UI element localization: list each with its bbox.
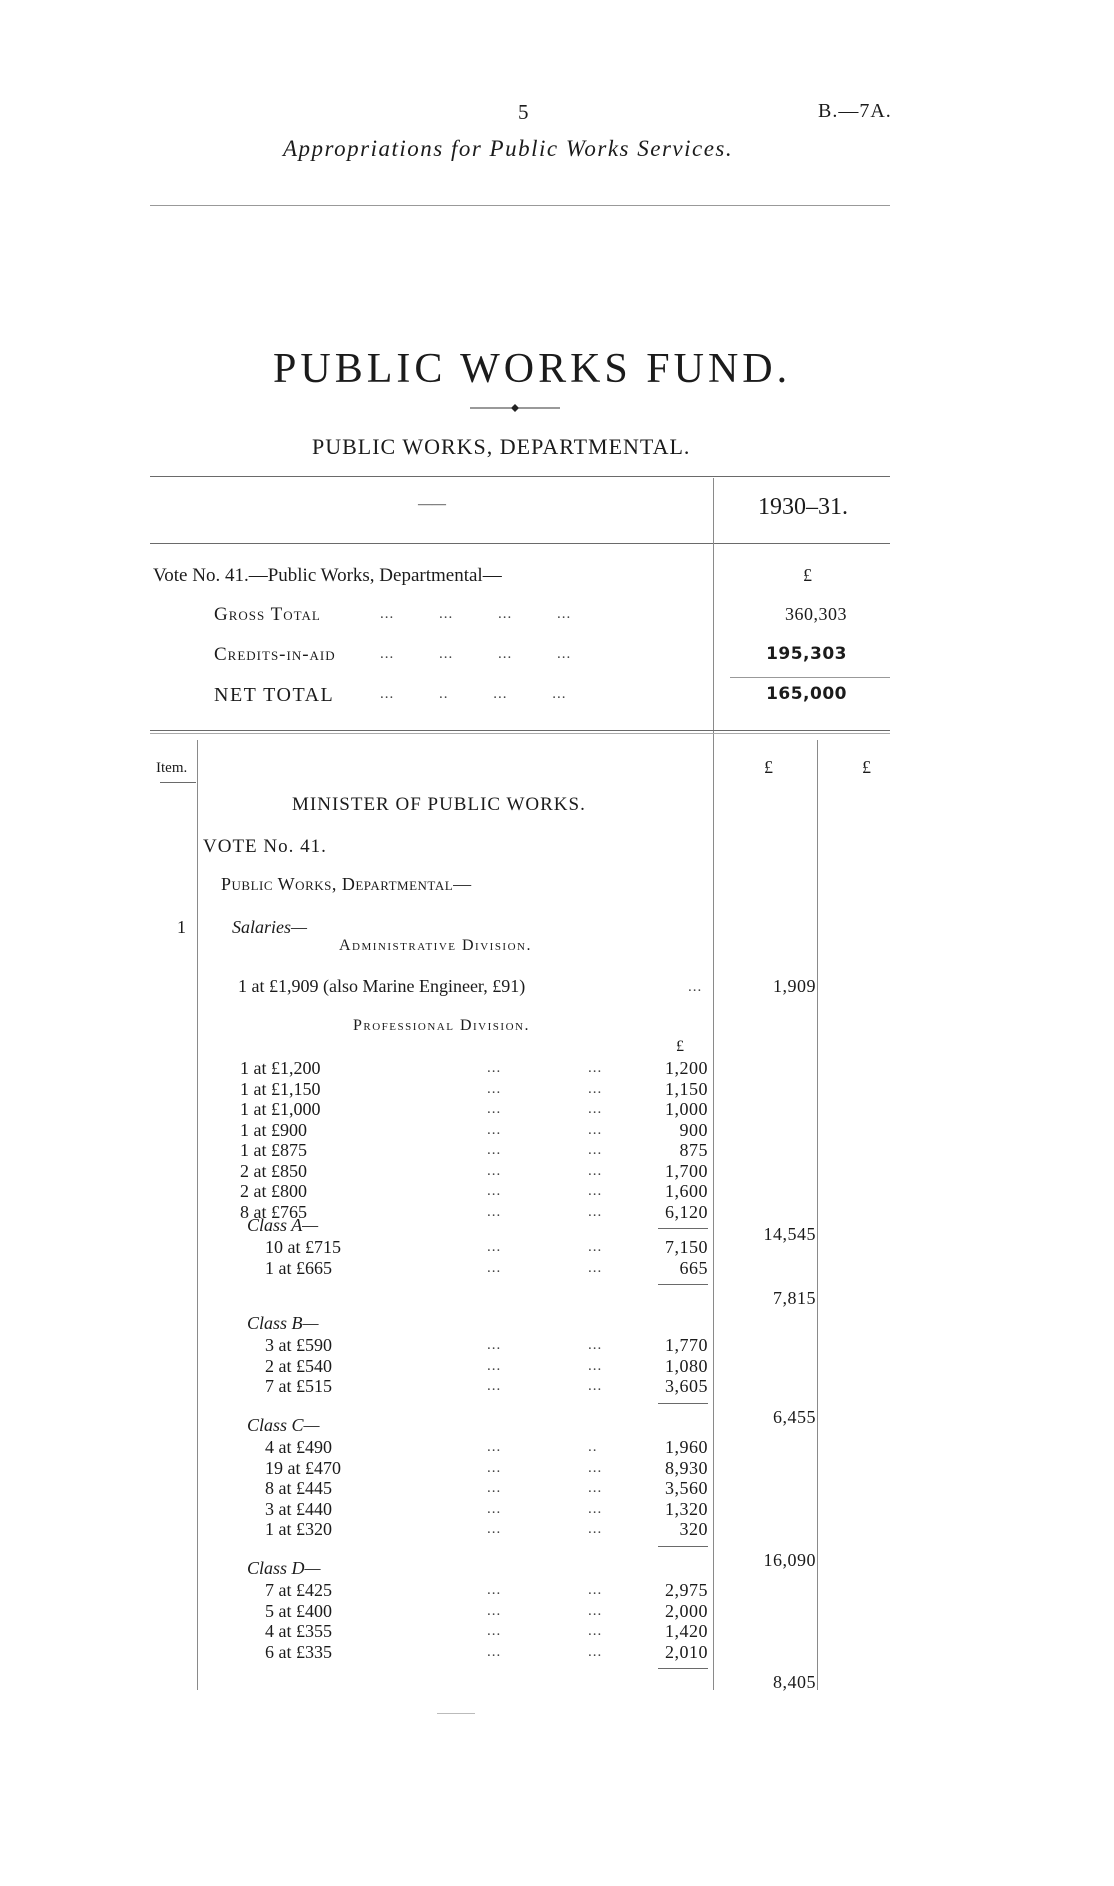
- ledger-row-dots: ...: [487, 1142, 502, 1158]
- ledger-row-amount: 1,960: [665, 1437, 708, 1457]
- ledger-row-dots: ...: [588, 1239, 603, 1255]
- page-subtitle: PUBLIC WORKS, DEPARTMENTAL.: [312, 434, 691, 459]
- ledger-row-amount: 2,000: [665, 1600, 708, 1621]
- ledger-row-amount: 3,560: [665, 1478, 708, 1498]
- summary-row-value: 195,303: [766, 644, 847, 664]
- ledger-row-amount: 3,605: [665, 1376, 708, 1396]
- ledger-row-amount: 1,150: [665, 1078, 708, 1099]
- class-subtotal: 16,090: [763, 1549, 816, 1570]
- ledger-row-description: 3 at £440: [265, 1498, 332, 1519]
- summary-row-value: 165,000: [766, 684, 847, 704]
- ledger-row-description: 1 at £875: [240, 1140, 307, 1160]
- ledger-row-dots: ...: [588, 1643, 603, 1660]
- subtotal-rule: [658, 1284, 708, 1285]
- summary-row-value: 360,303: [785, 604, 847, 624]
- ledger-row-amount: 2,975: [665, 1580, 708, 1600]
- ledger-row-dots: ...: [487, 1183, 502, 1199]
- ledger-row-description: 2 at £540: [265, 1355, 332, 1376]
- ledger-row-dots: ...: [487, 1337, 502, 1353]
- summary-row-label: NET TOTAL: [214, 684, 335, 706]
- ledger-row-dots: ...: [487, 1101, 502, 1117]
- summary-row-dots: ... ... ... ...: [380, 606, 572, 622]
- ledger-row-dots: ...: [588, 1623, 603, 1639]
- ledger-row-description: 7 at £425: [265, 1580, 332, 1600]
- ledger-row-dots: ...: [487, 1459, 502, 1476]
- professional-currency: £: [676, 1038, 684, 1055]
- ledger-row-dots: ...: [588, 1378, 603, 1394]
- class-subtotal: 14,545: [763, 1224, 816, 1244]
- ledger-row-description: 8 at £445: [265, 1478, 332, 1498]
- ledger-row-dots: ...: [588, 1357, 603, 1374]
- ledger-row-dots: ...: [487, 1602, 502, 1619]
- header-rule: [150, 205, 890, 206]
- ledger-row-dots: ...: [487, 1439, 502, 1455]
- ledger-row-dots: ...: [588, 1060, 603, 1076]
- ledger-row-amount: 1,600: [665, 1181, 708, 1201]
- subtotal-rule: [658, 1228, 708, 1229]
- summary-row-dots: ... .. ... ...: [380, 686, 567, 702]
- ledger-row-dots: ...: [487, 1623, 502, 1639]
- summary-bottom-rule: [150, 730, 890, 731]
- detail-currency-1: £: [764, 757, 773, 777]
- ledger-row-dots: ...: [588, 1162, 603, 1179]
- item-column-rule: [197, 740, 198, 1690]
- ledger-row-description: 4 at £355: [265, 1621, 332, 1641]
- administrative-division-heading: Administrative Division.: [339, 937, 532, 954]
- ledger-row-amount: 1,320: [665, 1498, 708, 1519]
- ledger-row-dots: ..: [588, 1439, 598, 1455]
- ledger-row-amount: 900: [679, 1119, 708, 1140]
- ledger-row-amount: 1,770: [665, 1335, 708, 1355]
- ledger-row-amount: 875: [679, 1140, 708, 1160]
- ledger-row-dots: ...: [588, 1259, 603, 1276]
- ledger-row-description: 2 at £800: [240, 1181, 307, 1201]
- title-ornament: [470, 400, 560, 410]
- ledger-row-dots: ...: [487, 1060, 502, 1076]
- professional-division-heading: Professional Division.: [353, 1017, 530, 1034]
- subtotal-rule: [658, 1668, 708, 1669]
- vote-line: Vote No. 41.—Public Works, Departmental—: [153, 565, 502, 586]
- document-reference: B.—7A.: [818, 100, 892, 122]
- ledger-row-description: 3 at £590: [265, 1335, 332, 1355]
- summary-divider: [713, 478, 714, 746]
- ledger-row-amount: 1,000: [665, 1099, 708, 1119]
- ledger-row-dots: ...: [487, 1259, 502, 1276]
- ledger-row-description: 1 at £900: [240, 1119, 307, 1140]
- amount-column-rule-1: [713, 740, 714, 1690]
- admin-total: 1,909: [773, 976, 816, 996]
- item-column-header: Item.: [156, 760, 188, 776]
- ledger-row-dots: ...: [487, 1643, 502, 1660]
- ledger-row-dots: ...: [487, 1582, 502, 1598]
- ledger-row-description: 4 at £490: [265, 1437, 332, 1457]
- department-heading: Public Works, Departmental—: [221, 874, 472, 894]
- ledger-row-dots: ...: [588, 1602, 603, 1619]
- ledger-row-dots: ...: [487, 1162, 502, 1179]
- ledger-row-dots: ...: [588, 1203, 603, 1220]
- ledger-row-description: 6 at £335: [265, 1641, 332, 1662]
- page-number: 5: [518, 100, 529, 124]
- ledger-row-dots: ...: [588, 1080, 603, 1097]
- page-title: PUBLIC WORKS FUND.: [273, 346, 792, 392]
- item-header-rule: [160, 782, 196, 783]
- ledger-row-dots: ...: [487, 1500, 502, 1517]
- ledger-row-dots: ...: [588, 1183, 603, 1199]
- ledger-row-dots: ...: [487, 1480, 502, 1496]
- admin-dots: ...: [688, 979, 703, 995]
- ledger-row-amount: 665: [679, 1257, 708, 1278]
- ledger-row-dots: ...: [588, 1337, 603, 1353]
- vote-heading: VOTE No. 41.: [203, 836, 327, 857]
- ledger-row-amount: 6,120: [665, 1201, 708, 1222]
- ledger-row-amount: 1,200: [665, 1058, 708, 1078]
- class-subtotal: 6,455: [773, 1406, 816, 1427]
- ledger-row-dots: ...: [487, 1239, 502, 1255]
- ledger-row-description: 10 at £715: [265, 1237, 341, 1257]
- minister-heading: MINISTER OF PUBLIC WORKS.: [292, 794, 586, 815]
- class-heading: Class B—: [247, 1313, 319, 1333]
- summary-row-dots: ... ... ... ...: [380, 646, 572, 662]
- ledger-row-dots: ...: [588, 1521, 603, 1537]
- subtotal-rule: [658, 1403, 708, 1404]
- salaries-heading: Salaries—: [232, 917, 308, 937]
- amount-column-rule-2: [817, 740, 818, 1690]
- ledger-row-description: 2 at £850: [240, 1160, 307, 1181]
- ledger-row-description: 1 at £320: [265, 1519, 332, 1539]
- ledger-row-dots: ...: [588, 1459, 603, 1476]
- class-heading: Class D—: [247, 1558, 321, 1578]
- ledger-row-amount: 320: [679, 1519, 708, 1539]
- ledger-row-amount: 1,420: [665, 1621, 708, 1641]
- ledger-row-dots: ...: [588, 1101, 603, 1117]
- summary-currency: £: [803, 565, 812, 585]
- ledger-row-dots: ...: [487, 1378, 502, 1394]
- admin-line: 1 at £1,909 (also Marine Engineer, £91): [238, 976, 526, 996]
- summary-top-rule: [150, 476, 890, 477]
- ledger-row-amount: 7,150: [665, 1237, 708, 1257]
- ledger-row-description: 1 at £665: [265, 1257, 332, 1278]
- page-foot-mark: [437, 1713, 475, 1714]
- ledger-row-dots: ...: [588, 1142, 603, 1158]
- ledger-row-dots: ...: [588, 1480, 603, 1496]
- class-subtotal: 7,815: [773, 1288, 816, 1308]
- subtotal-rule: [658, 1546, 708, 1547]
- ledger-row-dots: ...: [487, 1357, 502, 1374]
- summary-header-rule: [150, 543, 890, 544]
- ledger-row-amount: 1,080: [665, 1355, 708, 1376]
- class-heading: Class C—: [247, 1415, 320, 1435]
- ledger-row-description: 8 at £765: [240, 1201, 307, 1222]
- summary-bottom-rule-2: [150, 733, 890, 734]
- class-heading: Class A—: [247, 1215, 319, 1235]
- ledger-row-amount: 2,010: [665, 1641, 708, 1662]
- ledger-row-description: 1 at £1,150: [240, 1078, 321, 1099]
- ledger-row-dots: ...: [588, 1121, 603, 1138]
- ledger-row-dots: ...: [487, 1121, 502, 1138]
- ledger-row-dots: ...: [487, 1080, 502, 1097]
- ledger-row-amount: 8,930: [665, 1457, 708, 1478]
- ledger-row-amount: 1,700: [665, 1160, 708, 1181]
- ledger-row-description: 5 at £400: [265, 1600, 332, 1621]
- ledger-row-dots: ...: [588, 1500, 603, 1517]
- summary-row-label: Gross Total: [214, 604, 321, 625]
- item-number: 1: [177, 917, 186, 937]
- running-title: Appropriations for Public Works Services.: [283, 136, 734, 161]
- summary-row-label: Credits-in-aid: [214, 644, 336, 665]
- ledger-row-dots: ...: [487, 1203, 502, 1220]
- ledger-row-dots: ...: [487, 1521, 502, 1537]
- ledger-row-dots: ...: [588, 1582, 603, 1598]
- summary-column-dash: ——: [418, 497, 446, 512]
- summary-subtotal-rule: [730, 677, 890, 678]
- summary-column-year: 1930–31.: [758, 494, 848, 520]
- ledger-row-description: 1 at £1,000: [240, 1099, 321, 1119]
- ledger-row-description: 7 at £515: [265, 1376, 332, 1396]
- detail-currency-2: £: [862, 757, 871, 777]
- class-subtotal: 8,405: [773, 1672, 816, 1692]
- ledger-row-description: 1 at £1,200: [240, 1058, 321, 1078]
- ledger-row-description: 19 at £470: [265, 1457, 341, 1478]
